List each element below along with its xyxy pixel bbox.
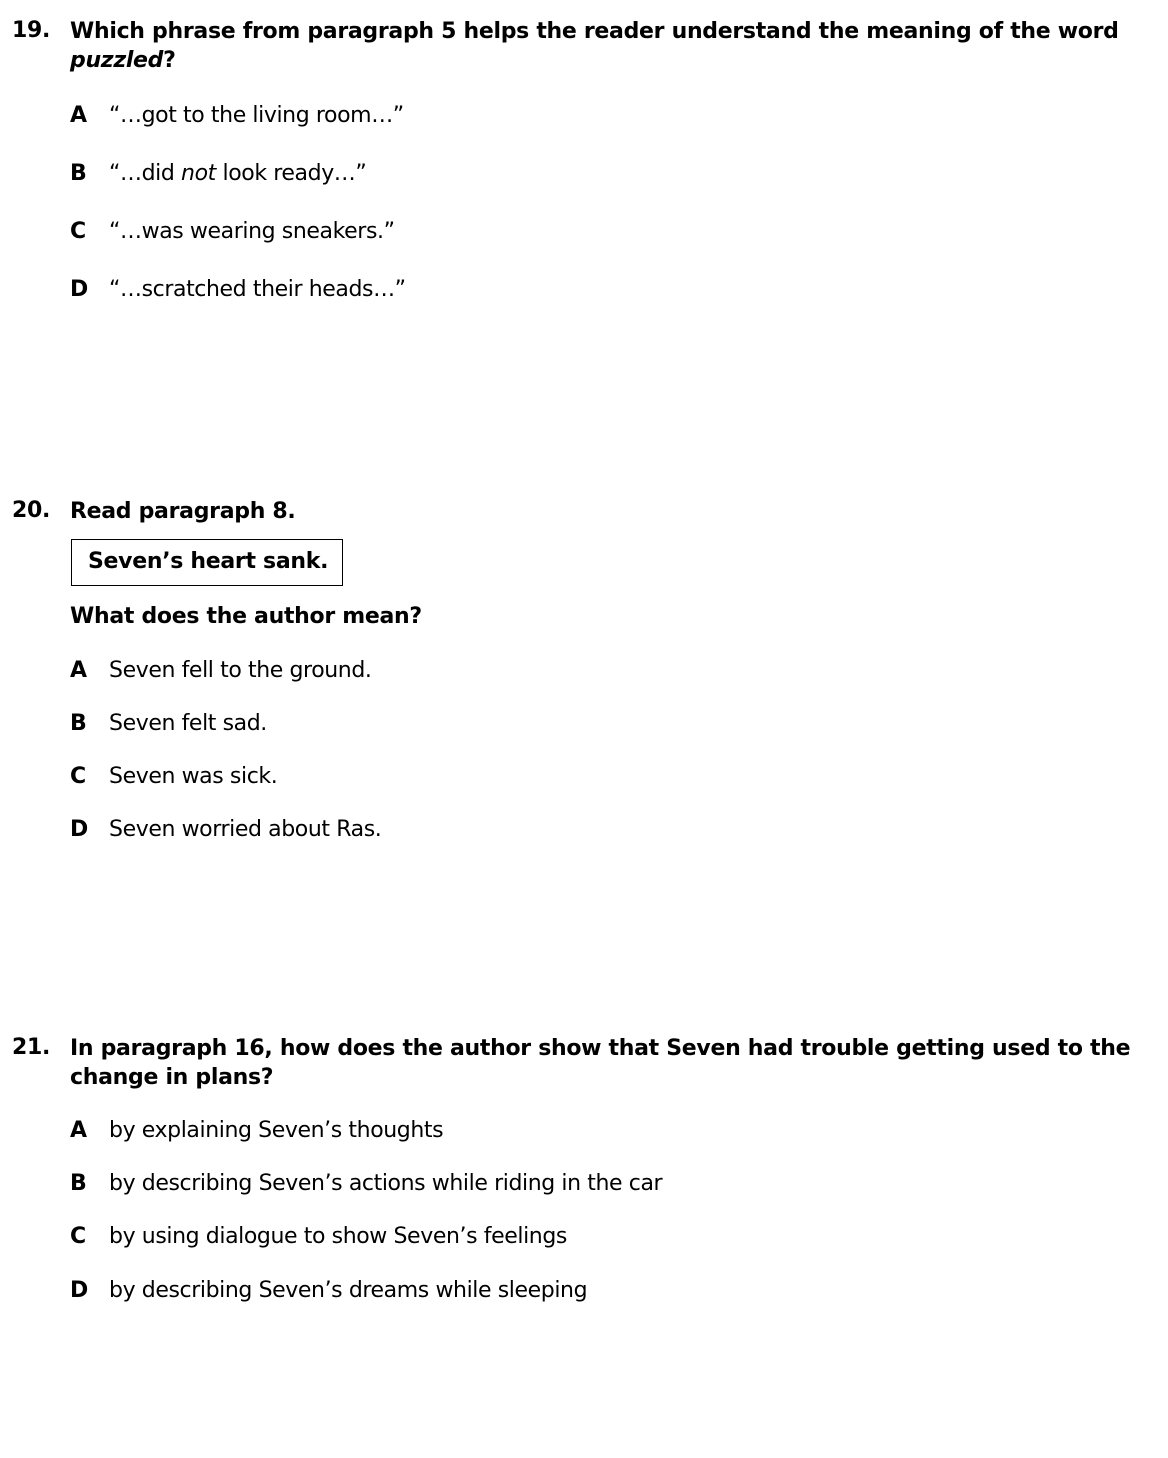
option-letter: A [70,1118,87,1143]
question-keyword: puzzled [70,48,164,73]
option-text: by describing Seven’s dreams while sleeping [109,1278,588,1303]
option-letter: C [70,219,86,244]
question-mark: ? [163,48,176,73]
option-letter: B [70,161,87,186]
option-letter: D [70,817,88,842]
option-letter: A [70,103,87,128]
question-text-main: Which phrase from paragraph 5 helps the reader understand the meaning of the word [70,19,1119,44]
option-letter: B [70,1171,87,1196]
option-text-pre: “…did [109,161,182,186]
question-text: In paragraph 16, how does the author show that Seven had trouble getting used to the change in plans? [70,1036,1131,1090]
question-text: Read paragraph 8. [70,499,296,524]
option-text: “…got to the living room…” [109,103,404,128]
option-letter: C [70,764,86,789]
option-text: “…scratched their heads…” [109,277,406,302]
question-number: 19. [12,18,51,43]
question-number: 21. [12,1035,51,1060]
option-text: by describing Seven’s actions while riding in the car [109,1171,663,1196]
sub-question: What does the author mean? [70,604,422,629]
option-text: Seven worried about Ras. [109,817,382,842]
option-text-italic: not [181,161,216,186]
option-letter: D [70,277,88,302]
option-text: Seven was sick. [109,764,278,789]
option-text: Seven fell to the ground. [109,658,372,683]
option-text: by explaining Seven’s thoughts [109,1118,444,1143]
option-letter: B [70,711,87,736]
question-text [70,17,1140,75]
option-text: by using dialogue to show Seven’s feelings [109,1224,567,1249]
option-text: “…was wearing sneakers.” [109,219,395,244]
option-text: Seven felt sad. [109,711,267,736]
option-text [109,161,366,186]
option-letter: C [70,1224,86,1249]
option-letter: A [70,658,87,683]
excerpt-box [71,539,343,586]
option-text-post: look ready…” [215,161,367,186]
excerpt-text: Seven’s heart sank. [88,549,329,574]
question-number: 20. [12,498,51,523]
option-letter: D [70,1278,88,1303]
